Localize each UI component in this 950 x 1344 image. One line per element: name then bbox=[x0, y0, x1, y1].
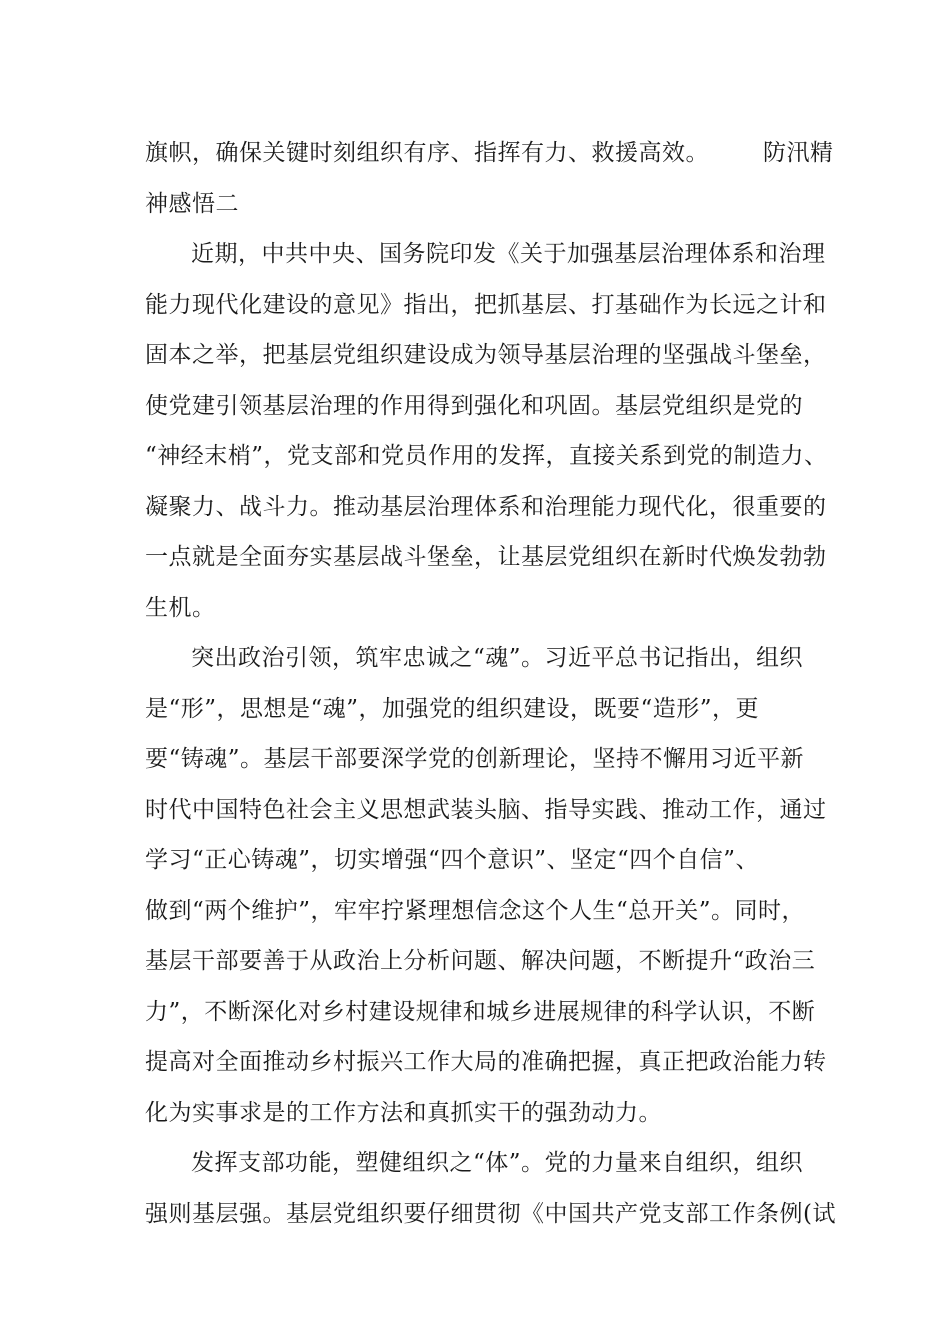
text-line: 提高对全面推动乡村振兴工作大局的准确把握，真正把政治能力转 bbox=[145, 1049, 827, 1075]
text-line bbox=[145, 128, 834, 179]
section-heading-line: 神感悟二 bbox=[145, 190, 239, 217]
text-line: 能力现代化建设的意见》指出，把抓基层、打基础作为长远之计和 bbox=[145, 291, 827, 318]
text-line: 近期，中共中央、国务院印发《关于加强基层治理体系和治理 bbox=[191, 241, 826, 267]
text-line: 是“形”，思想是“魂”，加强党的组织建设，既要“造形”，更 bbox=[145, 695, 760, 722]
paragraph-3 bbox=[145, 1138, 836, 1239]
text-line: 基层干部要善于从政治上分析问题、解决问题，不断提升“政治三 bbox=[145, 948, 816, 974]
text-line: 要“铸魂”。基层干部要深学党的创新理论，坚持不懈用习近平新 bbox=[145, 746, 805, 772]
text-line: “神经末梢”，党支部和党员作用的发挥，直接关系到党的制造力、 bbox=[145, 443, 828, 469]
text-line: 固本之举，把基层党组织建设成为领导基层治理的坚强战斗堡垒， bbox=[145, 342, 827, 368]
text-line: 时代中国特色社会主义思想武装头脑、指导实践、推动工作，通过 bbox=[145, 796, 827, 823]
text-line: 力”，不断深化对乡村建设规律和城乡进展规律的科学认识，不断 bbox=[145, 998, 816, 1025]
text-line: 一点就是全面夯实基层战斗堡垒，让基层党组织在新时代焕发勃勃 bbox=[145, 544, 827, 570]
text-fragment: 旗帜，确保关键时刻组织有序、指挥有力、救援高效。 bbox=[145, 140, 709, 166]
section-heading-fragment: 防汛精 bbox=[763, 140, 834, 166]
document-body bbox=[145, 128, 836, 1239]
paragraph-1 bbox=[145, 229, 828, 633]
paragraph-2 bbox=[145, 633, 825, 1138]
text-line: 凝聚力、战斗力。推动基层治理体系和治理能力现代化，很重要的 bbox=[145, 493, 827, 520]
text-line: 使党建引领基层治理的作用得到强化和巩固。基层党组织是党的 bbox=[145, 392, 803, 419]
text-line: 学习“正心铸魂”，切实增强“四个意识”、坚定“四个自信”、 bbox=[145, 847, 760, 873]
text-line: 发挥支部功能，塑健组织之“体”。党的力量来自组织，组织 bbox=[191, 1150, 804, 1176]
text-line: 做到“两个维护”，牢牢拧紧理想信念这个人生“总开关”。同时， bbox=[145, 897, 806, 924]
text-line: 生机。 bbox=[145, 594, 216, 621]
text-line: 突出政治引领，筑牢忠诚之“魂”。习近平总书记指出，组织 bbox=[191, 645, 804, 671]
text-line: 化为实事求是的工作方法和真抓实干的强劲动力。 bbox=[145, 1099, 662, 1126]
text-line: 强则基层强。基层党组织要仔细贯彻《中国共产党支部工作条例(试 bbox=[145, 1200, 836, 1227]
